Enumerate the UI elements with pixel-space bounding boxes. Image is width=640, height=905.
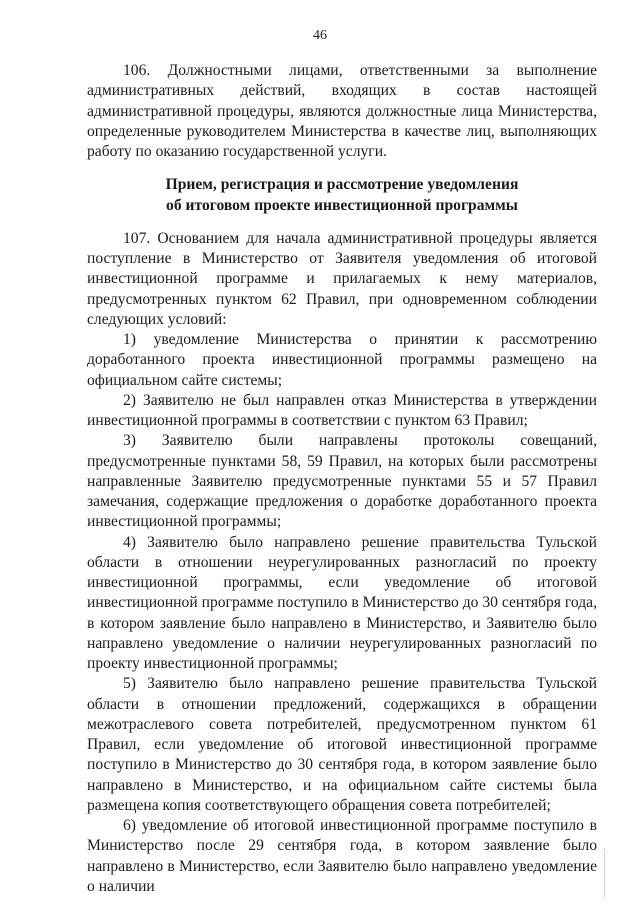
page-number: 46 (313, 28, 327, 43)
section-heading-line-1: Прием, регистрация и рассмотрение уведомления (165, 176, 519, 194)
paragraph-item-5: 5) Заявителю было направлено решение правительства Тульской области в отношении предложений, содержащихся в обращении межотраслевого совета потребителей, предусмотренном пунктом 61 Правил, если уведомление об итоговой инвестиционной программе поступило в Министерство до 30 сентября года, в котором заявление было направлено в Министерство, и на официальном сайте системы была размещена копия соответствующего обращения совета потребителей; (87, 675, 597, 814)
scan-artifact-mark (604, 848, 606, 898)
paragraph-item-3: 3) Заявителю были направлены протоколы совещаний, предусмотренные пунктами 58, 59 Правил, на которых были рассмотрены направленные Заявителю предусмотренные пунктами 55 и 57 Правил замечания, содержащие предложения о доработке доработанного проекта инвестиционной программы; (87, 432, 597, 531)
paragraph-106: 106. Должностными лицами, ответственными за выполнение административных действий, входящих в состав настоящей административной процедуры, являются должностные лица Министерства, определенные руководителем Министерства в качестве лиц, выполняющих работу по оказанию государственной услуги. (87, 62, 597, 160)
document-body (87, 61, 597, 897)
paragraph-item-4: 4) Заявителю было направлено решение правительства Тульской области в отношении неурегулированных разногласий по проекту инвестиционной программы, если уведомление об итоговой инвестиционной программе поступило в Министерство до 30 сентября года, в котором заявление было направлено в Министерство, и Заявителю было направлено уведомление о наличии неурегулированных разногласий по проекту инвестиционной программы; (87, 533, 597, 672)
paragraph-107: 107. Основанием для начала административной процедуры является поступление в Министерство от Заявителя уведомления об итоговой инвестиционной программе и прилагаемых к нему материалов, предусмотренных пунктом 62 Правил, при одновременном соблюдении следующих условий: (87, 229, 597, 328)
paragraph-item-2: 2) Заявителю не был направлен отказ Министерства в утверждении инвестиционной программы в соответствии с пунктом 63 Правил; (87, 391, 597, 429)
paragraph-item-6: 6) уведомление об итоговой инвестиционной программе поступило в Министерство после 29 сентября года, в котором заявление было направлено в Министерство, если Заявителю было направлено уведомление о наличии (87, 817, 597, 895)
section-heading (87, 175, 597, 216)
paragraph-item-1: 1) уведомление Министерства о принятии к рассмотрению доработанного проекта инвестиционной программы размещено на официальном сайте системы; (87, 331, 597, 389)
section-heading-line-2: об итоговом проекте инвестиционной программы (166, 196, 518, 214)
